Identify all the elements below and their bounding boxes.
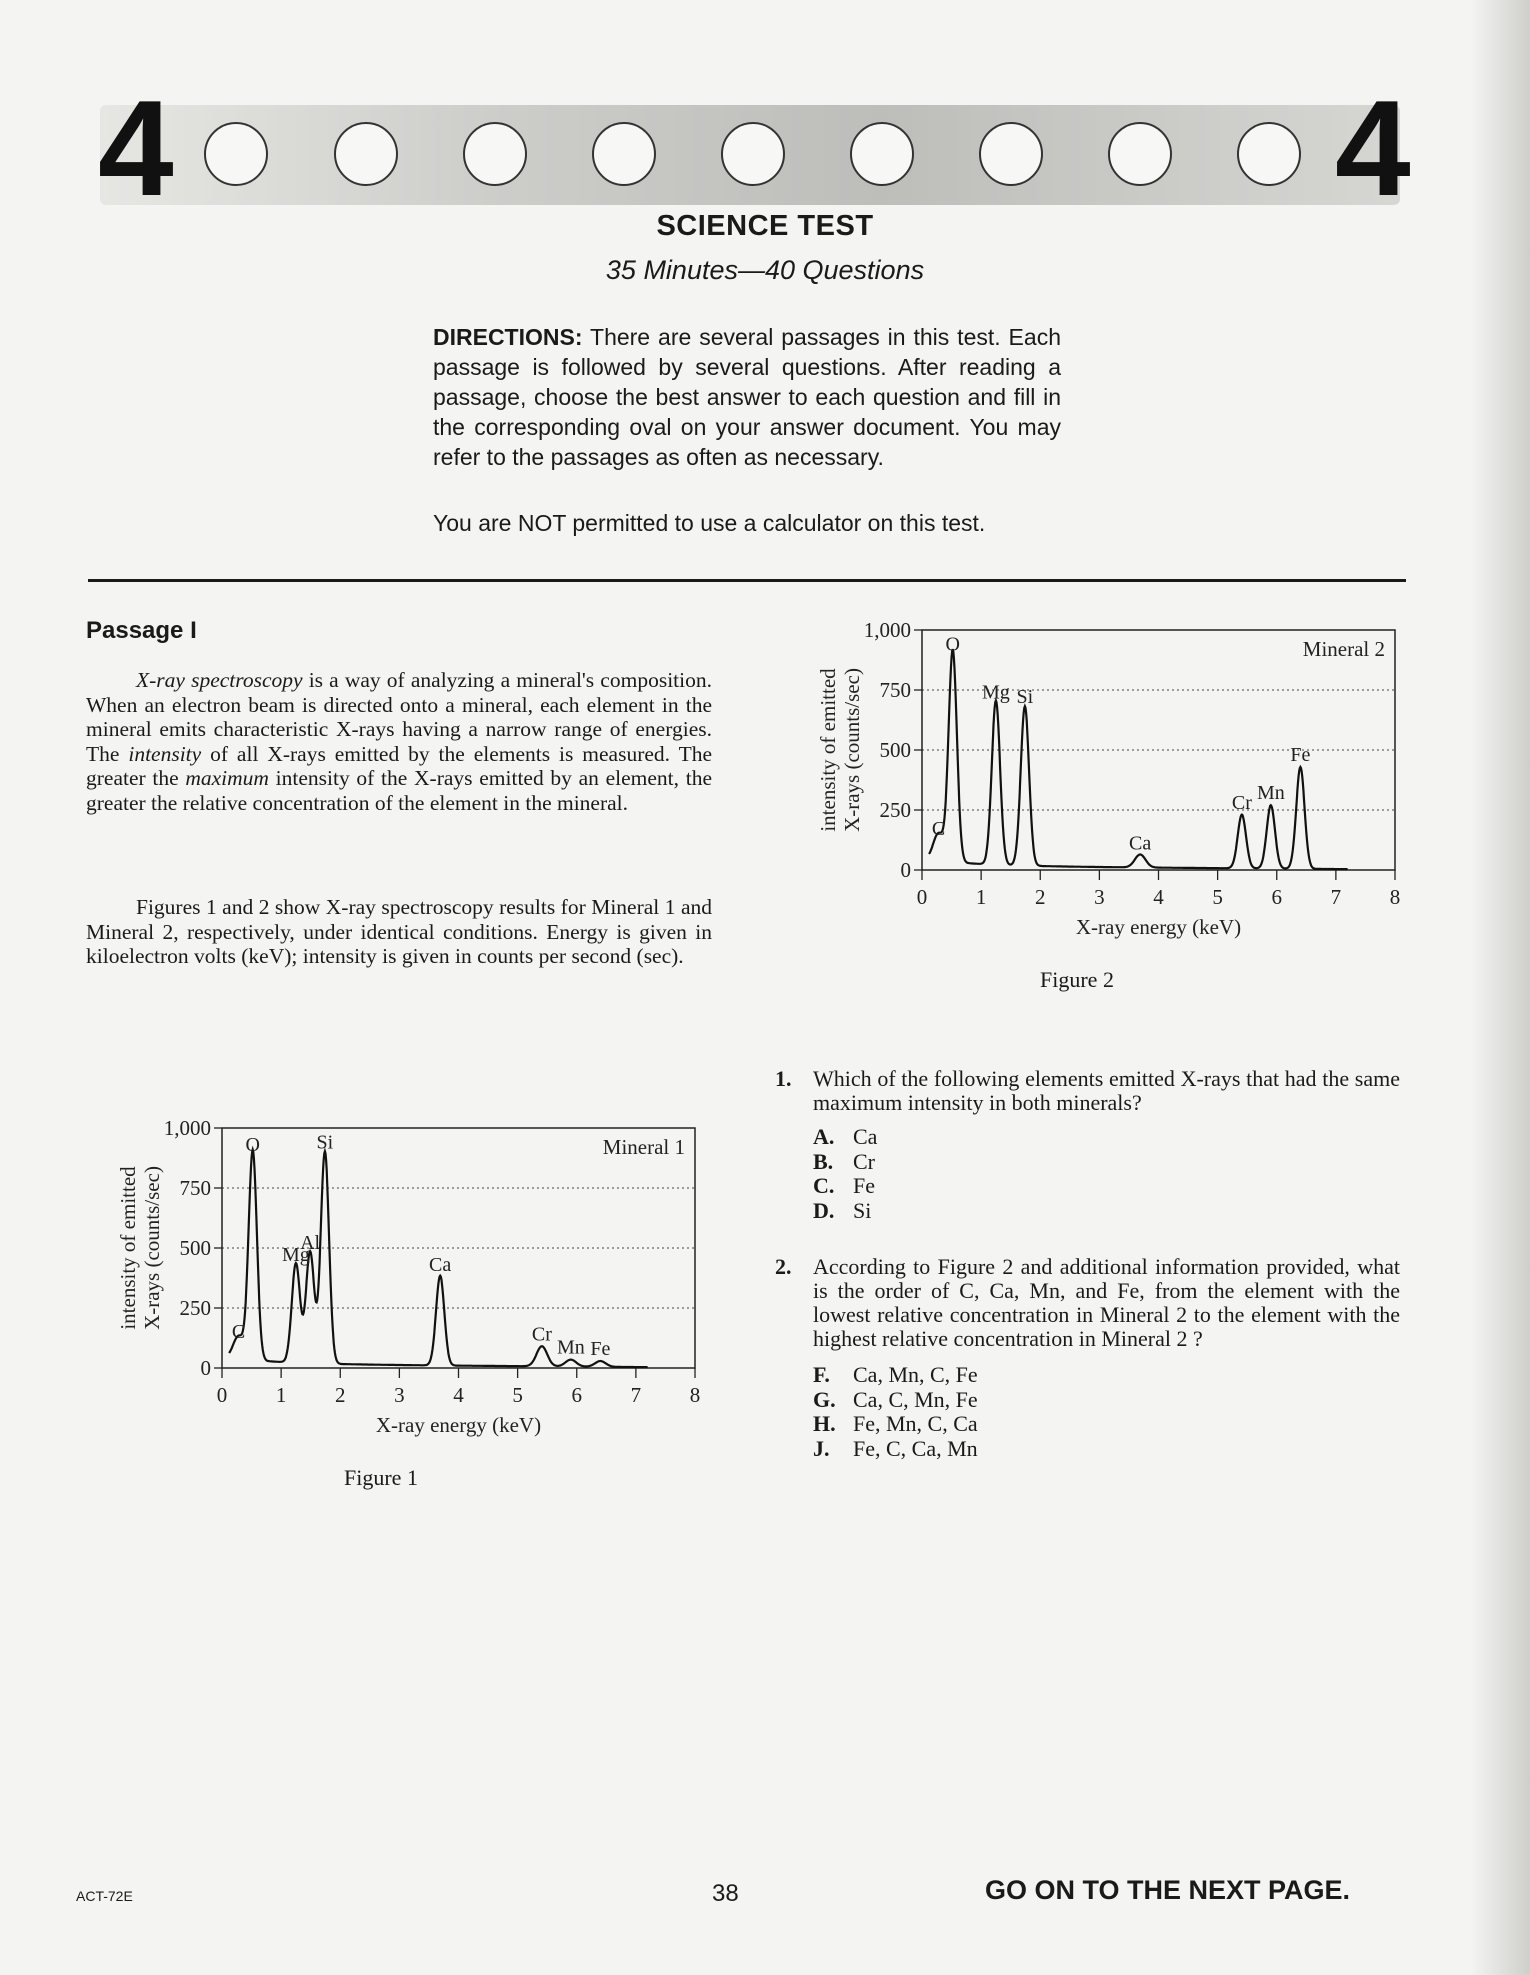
x-tick-label: 5 <box>1212 885 1223 909</box>
y-tick-label: 250 <box>879 798 911 822</box>
option-letter: H. <box>813 1411 836 1436</box>
next-page-notice: GO ON TO THE NEXT PAGE. <box>985 1875 1351 1905</box>
term-intensity: intensity <box>128 741 202 766</box>
question-stem: Which of the following elements emitted X-rays that had the same maximum intensity in both minerals? <box>813 1066 1400 1115</box>
figure-2-caption: Figure 2 <box>1040 967 1114 992</box>
x-tick-label: 0 <box>216 1383 228 1407</box>
option-text: Cr <box>853 1148 875 1174</box>
x-axis-label: X-ray energy (keV) <box>375 1413 542 1437</box>
passage-text: of all X-rays emitted by the elements is measured. The greater the <box>86 741 712 790</box>
peak-label-c: C <box>231 1321 246 1343</box>
y-tick-label: 0 <box>900 858 911 882</box>
x-tick-label: 0 <box>916 885 928 909</box>
question-number: 1. <box>775 1066 792 1091</box>
y-tick-label: 1,000 <box>163 1116 211 1140</box>
y-tick-label: 0 <box>200 1356 211 1380</box>
option-letter: A. <box>813 1124 835 1149</box>
header-oval <box>721 122 785 186</box>
x-tick-label: 5 <box>512 1383 523 1407</box>
y-tick-label: 750 <box>179 1176 211 1200</box>
x-tick-label: 2 <box>335 1383 346 1407</box>
y-tick-label: 1,000 <box>863 618 911 642</box>
x-tick-label: 7 <box>1330 885 1342 909</box>
y-tick-label: 250 <box>179 1296 211 1320</box>
y-tick-label: 500 <box>179 1236 211 1260</box>
option-letter: D. <box>813 1197 835 1223</box>
passage-paragraph-2: Figures 1 and 2 show X-ray spectroscopy results for Mineral 1 and Mineral 2, respectively, under identical conditions. Energy is given in kiloelectron volts (keV); intensity is given in counts per second (sec). <box>86 895 712 968</box>
peak-label-ca: Ca <box>429 1253 452 1276</box>
x-tick-label: 1 <box>975 885 987 909</box>
header-oval <box>463 122 527 186</box>
passage-paragraph-1 <box>86 668 712 815</box>
x-tick-label: 1 <box>275 1383 287 1407</box>
test-subtitle: 35 Minutes—40 Questions <box>605 255 925 285</box>
x-tick-label: 4 <box>1153 885 1164 909</box>
directions-label: DIRECTIONS: <box>433 324 583 350</box>
answer-option-c[interactable] <box>813 1174 1400 1199</box>
calculator-note: You are NOT permitted to use a calculator on this test. <box>433 510 986 536</box>
option-letter: C. <box>813 1173 835 1198</box>
peak-label-cr: Cr <box>1231 791 1252 814</box>
peak-label-mn: Mn <box>1256 782 1285 805</box>
peak-label-mn: Mn <box>556 1336 585 1359</box>
form-code: ACT-72E <box>76 1888 133 1904</box>
header-oval <box>1237 122 1301 186</box>
answer-option-j[interactable] <box>813 1437 1400 1462</box>
peak-label-c: C <box>931 818 946 841</box>
option-text: Ca, Mn, C, Fe <box>853 1362 978 1387</box>
passage-text: intensity of the X-rays emitted by an element, the greater the relative concentration of the element in the mineral. <box>86 766 713 815</box>
term-maximum: maximum <box>185 766 269 790</box>
x-axis-label: X-ray energy (keV) <box>1075 915 1242 939</box>
answer-option-g[interactable] <box>813 1388 1400 1413</box>
y-axis-label <box>816 668 864 832</box>
y-tick-label: 500 <box>879 738 911 762</box>
passage-title: Passage I <box>86 617 197 644</box>
figure-2-chart <box>770 612 1410 952</box>
page-edge-shadow <box>1470 0 1530 1975</box>
header-oval <box>979 122 1043 186</box>
y-axis-label-line: intensity of emitted <box>116 1166 140 1330</box>
x-tick-label: 6 <box>571 1383 582 1407</box>
legend-label: Mineral 1 <box>602 1135 685 1159</box>
answer-option-a[interactable] <box>813 1125 1400 1150</box>
question-number: 2. <box>775 1254 792 1279</box>
peak-label-cr: Cr <box>531 1323 552 1346</box>
legend-label: Mineral 2 <box>1302 637 1385 661</box>
passage-text: is a way of analyzing a mineral's composition. When an electron beam is directed onto a mineral, each element in the mineral emits characteristic X-rays having a narrow range of energies. The <box>86 668 712 766</box>
figure-1-chart <box>70 1110 710 1450</box>
header-oval <box>1108 122 1172 186</box>
option-letter: B. <box>813 1148 834 1174</box>
peak-label-mg: Mg <box>982 681 1010 704</box>
section-divider <box>88 579 1406 582</box>
x-tick-label: 3 <box>1094 885 1105 909</box>
option-text: Ca <box>853 1124 878 1149</box>
y-axis-label <box>116 1166 164 1330</box>
peak-label-si: Si <box>316 1131 334 1154</box>
question-2 <box>775 1255 1400 1461</box>
option-letter: G. <box>813 1386 836 1412</box>
option-letter: J. <box>813 1435 830 1461</box>
answer-option-h[interactable] <box>813 1412 1400 1437</box>
peak-label-ca: Ca <box>1129 832 1152 855</box>
option-letter: F. <box>813 1362 830 1387</box>
x-tick-label: 4 <box>453 1383 464 1407</box>
peak-label-o: O <box>945 633 960 656</box>
x-tick-label: 8 <box>1389 885 1401 909</box>
y-tick-label: 750 <box>879 678 911 702</box>
option-text: Fe, Mn, C, Ca <box>853 1411 978 1436</box>
option-text: Si <box>853 1197 872 1223</box>
peak-label-fe: Fe <box>1290 743 1311 766</box>
term-xray-spectroscopy: X-ray spectroscopy <box>136 668 303 692</box>
x-tick-label: 2 <box>1035 885 1046 909</box>
answer-option-f[interactable] <box>813 1363 1400 1388</box>
peak-label-o: O <box>245 1133 260 1156</box>
x-tick-label: 6 <box>1271 885 1282 909</box>
figure-1-caption: Figure 1 <box>344 1465 418 1490</box>
x-tick-label: 8 <box>689 1383 701 1407</box>
option-text: Fe <box>853 1173 875 1198</box>
peak-label-al: Al <box>300 1232 321 1255</box>
page-number: 38 <box>712 1880 739 1907</box>
peak-label-si: Si <box>1016 686 1034 709</box>
header-oval <box>204 122 268 186</box>
x-tick-label: 7 <box>630 1383 642 1407</box>
header-oval <box>592 122 656 186</box>
header-oval <box>850 122 914 186</box>
section-number-right: 4 <box>1335 72 1411 224</box>
question-1 <box>775 1067 1400 1223</box>
directions-text: There are several passages in this test. Each passage is followed by several questions. After reading a passage, choose the best answer to each question and fill in the corresponding oval on your answer document. You may refer to the passages as often as necessary. <box>433 324 1061 470</box>
header-oval <box>334 122 398 186</box>
option-text: Ca, C, Mn, Fe <box>853 1386 978 1412</box>
y-axis-label-line: intensity of emitted <box>816 668 840 832</box>
peak-label-mg: Mg <box>282 1244 310 1267</box>
directions <box>433 322 1061 472</box>
section-number-left: 4 <box>98 72 174 224</box>
x-tick-label: 3 <box>394 1383 405 1407</box>
answer-option-d[interactable] <box>813 1199 1400 1224</box>
option-text: Fe, C, Ca, Mn <box>853 1435 978 1461</box>
y-axis-label-line: X-rays (counts/sec) <box>840 668 864 832</box>
question-stem: According to Figure 2 and additional information provided, what is the order of C, Ca, Mn, and Fe, from the element with the lowest relative concentration in Mineral 2 to the element with the highest relative concentration in Mineral 2 ? <box>813 1254 1400 1351</box>
test-title: SCIENCE TEST <box>656 210 874 242</box>
peak-label-fe: Fe <box>590 1337 611 1360</box>
y-axis-label-line: X-rays (counts/sec) <box>140 1166 164 1330</box>
answer-option-b[interactable] <box>813 1150 1400 1175</box>
